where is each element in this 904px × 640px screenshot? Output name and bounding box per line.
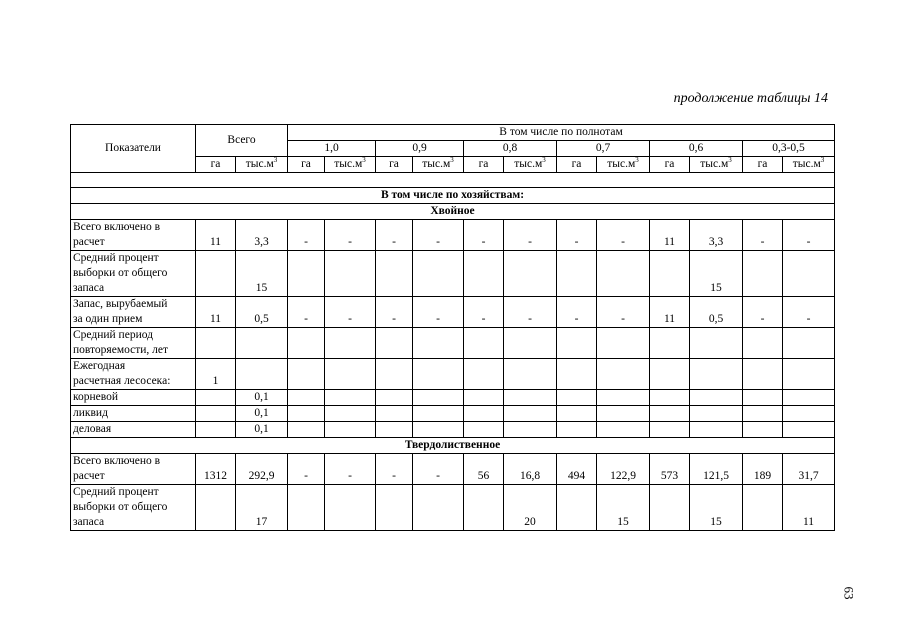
table-cell: 56 [464, 454, 504, 485]
table-cell [504, 251, 557, 297]
row-label-line: ликвид [73, 407, 108, 419]
table-cell [690, 422, 743, 438]
table-cell: 573 [650, 454, 690, 485]
table-cell [376, 251, 413, 297]
table-cell: 11 [650, 220, 690, 251]
group-title-cell: Хвойное [71, 204, 835, 220]
table-cell [743, 359, 783, 390]
table-cell: 11 [196, 220, 236, 251]
table-cell: - [557, 220, 597, 251]
table-cell [743, 390, 783, 406]
row-label-line: деловая [73, 423, 112, 435]
table-cell: 0,5 [690, 297, 743, 328]
table-cell [504, 406, 557, 422]
table-row [71, 220, 835, 251]
table-cell: 11 [650, 297, 690, 328]
header-indicators: Показатели [71, 125, 196, 173]
table-cell: - [325, 454, 376, 485]
table-cell: - [783, 220, 835, 251]
row-label-line: корневой [73, 391, 119, 403]
row-label [71, 359, 196, 390]
row-label-line: за один прием [73, 313, 143, 325]
table-cell: 31,7 [783, 454, 835, 485]
forest-table [70, 124, 835, 531]
table-cell: - [376, 297, 413, 328]
row-label-line: Всего включено в [73, 455, 161, 467]
table-cell: 0,5 [236, 297, 288, 328]
row-label-line: выборки от общего [73, 501, 168, 513]
table-cell [650, 359, 690, 390]
table-row [71, 297, 835, 328]
row-label [71, 251, 196, 297]
unit-thousand-m3 [690, 157, 743, 173]
table-cell [288, 406, 325, 422]
table-cell: - [743, 297, 783, 328]
row-label-line: расчетная лесосека: [73, 375, 171, 387]
table-cell [743, 422, 783, 438]
table-cell: 17 [236, 485, 288, 531]
table-cell: 121,5 [690, 454, 743, 485]
unit-thousand-m3 [504, 157, 557, 173]
table-cell [464, 485, 504, 531]
table-cell [196, 485, 236, 531]
table-cell: 0,1 [236, 406, 288, 422]
row-label-line: выборки от общего [73, 267, 168, 279]
table-row [71, 485, 835, 531]
table-cell [376, 359, 413, 390]
table-cell [783, 251, 835, 297]
table-cell [464, 422, 504, 438]
table-cell [597, 328, 650, 359]
table-cell [196, 328, 236, 359]
table-cell [376, 390, 413, 406]
table-row [71, 328, 835, 359]
table-cell [464, 251, 504, 297]
table-cell: 20 [504, 485, 557, 531]
table-cell [743, 251, 783, 297]
row-label-line: Ежегодная [73, 360, 126, 372]
table-cell [504, 328, 557, 359]
unit-exponent: 3 [542, 156, 546, 164]
row-label-line: Средний процент [73, 252, 159, 264]
table-cell [413, 485, 464, 531]
table-cell [288, 390, 325, 406]
table-cell [650, 422, 690, 438]
group-title-cell: Твердолиственное [71, 438, 835, 454]
table-cell [196, 390, 236, 406]
table-cell [325, 359, 376, 390]
table-cell: - [557, 297, 597, 328]
table-cell [376, 406, 413, 422]
unit-thousand-m3 [413, 157, 464, 173]
table-cell [557, 422, 597, 438]
unit-exponent: 3 [635, 156, 639, 164]
table-row [71, 406, 835, 422]
row-label-line: Средний процент [73, 486, 159, 498]
table-cell: - [504, 220, 557, 251]
unit-ha: га [288, 157, 325, 173]
row-label-line: расчет [73, 470, 105, 482]
table-cell: 494 [557, 454, 597, 485]
table-cell [413, 251, 464, 297]
table-cell [413, 328, 464, 359]
table-cell [464, 359, 504, 390]
table-cell: 3,3 [690, 220, 743, 251]
unit-thousand-m3 [597, 157, 650, 173]
table-cell [376, 328, 413, 359]
table-cell: - [413, 220, 464, 251]
table-cell [650, 406, 690, 422]
section-title-cell: В том числе по хозяйствам: [71, 188, 835, 204]
row-label [71, 390, 196, 406]
table-cell [196, 406, 236, 422]
table-cell [783, 390, 835, 406]
table-cell: 0,1 [236, 390, 288, 406]
row-label-line: Всего включено в [73, 221, 161, 233]
table-cell: - [597, 220, 650, 251]
table-cell: - [288, 220, 325, 251]
unit-ha: га [376, 157, 413, 173]
unit-ha: га [650, 157, 690, 173]
row-label-line: запаса [73, 282, 105, 294]
table-cell [376, 485, 413, 531]
header-total: Всего [196, 125, 288, 157]
table-cell: 11 [783, 485, 835, 531]
table-cell [288, 251, 325, 297]
table-cell [325, 422, 376, 438]
table-cell [650, 251, 690, 297]
table-cell [690, 390, 743, 406]
table-cell [464, 328, 504, 359]
table-cell [597, 406, 650, 422]
table-cell: - [288, 297, 325, 328]
table-cell: - [325, 297, 376, 328]
unit-ha: га [196, 157, 236, 173]
table-cell [376, 422, 413, 438]
table-cell [413, 359, 464, 390]
table-cell: 15 [690, 485, 743, 531]
density-header: 0,3-0,5 [743, 141, 835, 157]
table-cell: 1312 [196, 454, 236, 485]
table-cell [288, 422, 325, 438]
section-title [71, 188, 835, 204]
table-cell: - [504, 297, 557, 328]
table-cell: 0,1 [236, 422, 288, 438]
empty-row [71, 173, 835, 188]
table-row [71, 251, 835, 297]
table-cell: 1 [196, 359, 236, 390]
table-cell: 15 [236, 251, 288, 297]
table-cell: - [376, 454, 413, 485]
table-cell [464, 390, 504, 406]
table-row [71, 390, 835, 406]
group-title [71, 438, 835, 454]
table-cell [288, 359, 325, 390]
table-cell [650, 328, 690, 359]
header-by-density: В том числе по полнотам [288, 125, 835, 141]
page-number: 63 [841, 586, 857, 600]
table-cell [236, 328, 288, 359]
unit-text: тыс.м [792, 158, 821, 170]
table-cell [690, 328, 743, 359]
table-cell [325, 485, 376, 531]
table-cell [325, 390, 376, 406]
table-cell [464, 406, 504, 422]
row-label [71, 485, 196, 531]
table-cell: 16,8 [504, 454, 557, 485]
table-cell: - [376, 220, 413, 251]
table-cell [504, 390, 557, 406]
row-label [71, 220, 196, 251]
table-cell [743, 406, 783, 422]
table-caption: продолжение таблицы 14 [673, 91, 828, 106]
unit-ha: га [557, 157, 597, 173]
table-cell [597, 422, 650, 438]
table-cell [690, 359, 743, 390]
unit-text: тыс.м [514, 158, 543, 170]
table-cell [557, 485, 597, 531]
table-cell: 122,9 [597, 454, 650, 485]
table-cell [597, 390, 650, 406]
table-cell: - [464, 297, 504, 328]
table-cell: - [464, 220, 504, 251]
table-cell [597, 359, 650, 390]
row-label [71, 328, 196, 359]
table-cell [597, 251, 650, 297]
table-cell [504, 359, 557, 390]
density-header: 0,9 [376, 141, 464, 157]
unit-thousand-m3 [236, 157, 288, 173]
table-cell [288, 485, 325, 531]
table-cell [743, 485, 783, 531]
table-cell [325, 406, 376, 422]
table-cell: - [597, 297, 650, 328]
unit-thousand-m3 [325, 157, 376, 173]
table-cell: 189 [743, 454, 783, 485]
table-cell: - [413, 454, 464, 485]
table-cell [783, 359, 835, 390]
row-label-line: расчет [73, 236, 105, 248]
table-cell: - [743, 220, 783, 251]
table-cell [196, 422, 236, 438]
row-label [71, 297, 196, 328]
table-row [71, 454, 835, 485]
table-cell: 292,9 [236, 454, 288, 485]
row-label-line: повторяемости, лет [73, 344, 169, 356]
table-cell [557, 251, 597, 297]
table-cell: 11 [196, 297, 236, 328]
unit-text: тыс.м [607, 158, 636, 170]
unit-text: тыс.м [334, 158, 363, 170]
table-cell [557, 328, 597, 359]
table-cell [557, 390, 597, 406]
table-cell [196, 251, 236, 297]
table-cell [413, 406, 464, 422]
row-label-line: Запас, вырубаемый [73, 298, 168, 310]
unit-exponent: 3 [820, 156, 825, 164]
table-cell: - [325, 220, 376, 251]
row-label [71, 422, 196, 438]
table-cell [288, 328, 325, 359]
table-row [71, 359, 835, 390]
row-label [71, 406, 196, 422]
table-cell [557, 359, 597, 390]
unit-exponent: 3 [728, 156, 732, 164]
table-cell: - [288, 454, 325, 485]
unit-exponent: 3 [450, 156, 454, 164]
table-cell: 15 [690, 251, 743, 297]
empty-row-cell [71, 173, 835, 188]
table-cell [783, 422, 835, 438]
table-cell: - [783, 297, 835, 328]
table-cell: 15 [597, 485, 650, 531]
table-cell [783, 406, 835, 422]
row-label-line: Средний период [73, 329, 153, 341]
unit-ha: га [743, 157, 783, 173]
density-header: 0,8 [464, 141, 557, 157]
row-label-line: запаса [73, 516, 105, 528]
table-cell [783, 328, 835, 359]
table-cell [236, 359, 288, 390]
table-row [71, 422, 835, 438]
table-cell [325, 251, 376, 297]
unit-text: тыс.м [422, 158, 451, 170]
table-cell [413, 422, 464, 438]
table-cell [504, 422, 557, 438]
table-cell: 3,3 [236, 220, 288, 251]
table-cell [743, 328, 783, 359]
table-cell [325, 328, 376, 359]
density-header: 1,0 [288, 141, 376, 157]
unit-exponent: 3 [362, 156, 366, 164]
unit-ha: га [464, 157, 504, 173]
table-cell [650, 485, 690, 531]
density-header: 0,6 [650, 141, 743, 157]
table-cell [413, 390, 464, 406]
density-header: 0,7 [557, 141, 650, 157]
unit-thousand-m3 [783, 157, 835, 173]
table-cell [650, 390, 690, 406]
table-cell [557, 406, 597, 422]
table-cell: - [413, 297, 464, 328]
unit-text: тыс.м [700, 158, 729, 170]
group-title [71, 204, 835, 220]
unit-exponent: 3 [273, 156, 278, 164]
row-label [71, 454, 196, 485]
unit-text: тыс.м [245, 158, 274, 170]
table-cell [690, 406, 743, 422]
